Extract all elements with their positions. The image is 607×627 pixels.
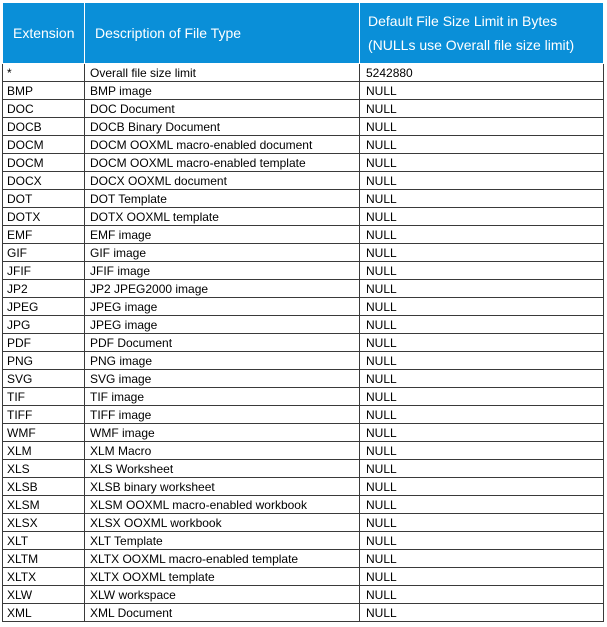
- description-cell: XLSB binary worksheet: [85, 478, 360, 496]
- table-row: [3, 370, 604, 388]
- description-cell: EMF image: [85, 226, 360, 244]
- description-cell: XLTX OOXML template: [85, 568, 360, 586]
- description-cell: JPEG image: [85, 316, 360, 334]
- table-row: [3, 460, 604, 478]
- extension-cell: XLM: [3, 442, 85, 460]
- table-row: [3, 586, 604, 604]
- table-row: [3, 136, 604, 154]
- table-header: [3, 3, 604, 64]
- table-row: [3, 226, 604, 244]
- size-limit-cell: NULL: [360, 406, 604, 424]
- table-row: [3, 244, 604, 262]
- description-cell: JFIF image: [85, 262, 360, 280]
- size-limit-cell: NULL: [360, 568, 604, 586]
- description-cell: DOCM OOXML macro-enabled document: [85, 136, 360, 154]
- size-limit-cell: NULL: [360, 388, 604, 406]
- extension-cell: DOTX: [3, 208, 85, 226]
- size-limit-cell: NULL: [360, 370, 604, 388]
- description-cell: XLT Template: [85, 532, 360, 550]
- extension-cell: SVG: [3, 370, 85, 388]
- table-row: [3, 64, 604, 82]
- extension-cell: TIFF: [3, 406, 85, 424]
- size-limit-cell: NULL: [360, 586, 604, 604]
- table-row: [3, 388, 604, 406]
- table-row: [3, 262, 604, 280]
- extension-cell: DOCM: [3, 154, 85, 172]
- size-limit-cell: NULL: [360, 334, 604, 352]
- extension-cell: EMF: [3, 226, 85, 244]
- table-body: [3, 64, 604, 622]
- table-row: [3, 190, 604, 208]
- table-row: [3, 442, 604, 460]
- description-cell: DOC Document: [85, 100, 360, 118]
- description-cell: XLSX OOXML workbook: [85, 514, 360, 532]
- description-cell: PNG image: [85, 352, 360, 370]
- table-row: [3, 478, 604, 496]
- size-limit-cell: NULL: [360, 604, 604, 622]
- description-cell: XLM Macro: [85, 442, 360, 460]
- table-row: [3, 118, 604, 136]
- table-row: [3, 208, 604, 226]
- size-limit-cell: NULL: [360, 352, 604, 370]
- header-extension: Extension: [3, 3, 85, 64]
- extension-cell: DOCB: [3, 118, 85, 136]
- table-row: [3, 334, 604, 352]
- size-limit-cell: NULL: [360, 496, 604, 514]
- extension-cell: GIF: [3, 244, 85, 262]
- table-row: [3, 352, 604, 370]
- extension-cell: DOCX: [3, 172, 85, 190]
- extension-cell: *: [3, 64, 85, 82]
- description-cell: WMF image: [85, 424, 360, 442]
- extension-cell: XLSB: [3, 478, 85, 496]
- table-row: [3, 172, 604, 190]
- description-cell: XLS Worksheet: [85, 460, 360, 478]
- description-cell: GIF image: [85, 244, 360, 262]
- description-cell: XLTX OOXML macro-enabled template: [85, 550, 360, 568]
- table-row: [3, 154, 604, 172]
- extension-cell: DOCM: [3, 136, 85, 154]
- extension-cell: XML: [3, 604, 85, 622]
- size-limit-cell: NULL: [360, 172, 604, 190]
- description-cell: DOCM OOXML macro-enabled template: [85, 154, 360, 172]
- extension-cell: PNG: [3, 352, 85, 370]
- description-cell: DOCB Binary Document: [85, 118, 360, 136]
- extension-cell: DOT: [3, 190, 85, 208]
- extension-cell: WMF: [3, 424, 85, 442]
- description-cell: PDF Document: [85, 334, 360, 352]
- extension-cell: JPG: [3, 316, 85, 334]
- table-row: [3, 550, 604, 568]
- extension-cell: JPEG: [3, 298, 85, 316]
- size-limit-cell: NULL: [360, 460, 604, 478]
- size-limit-cell: NULL: [360, 226, 604, 244]
- extension-cell: XLTM: [3, 550, 85, 568]
- extension-cell: XLSM: [3, 496, 85, 514]
- extension-cell: JFIF: [3, 262, 85, 280]
- extension-cell: XLS: [3, 460, 85, 478]
- description-cell: DOTX OOXML template: [85, 208, 360, 226]
- description-cell: XML Document: [85, 604, 360, 622]
- description-cell: Overall file size limit: [85, 64, 360, 82]
- extension-cell: XLW: [3, 586, 85, 604]
- description-cell: XLSM OOXML macro-enabled workbook: [85, 496, 360, 514]
- size-limit-cell: NULL: [360, 298, 604, 316]
- size-limit-cell: NULL: [360, 100, 604, 118]
- header-row: [3, 3, 604, 64]
- header-limit-line2: (NULLs use Overall file size limit): [368, 37, 575, 53]
- size-limit-cell: NULL: [360, 244, 604, 262]
- size-limit-cell: NULL: [360, 136, 604, 154]
- extension-cell: TIF: [3, 388, 85, 406]
- size-limit-cell: NULL: [360, 190, 604, 208]
- size-limit-cell: NULL: [360, 550, 604, 568]
- header-limit-line1: Default File Size Limit in Bytes: [368, 13, 558, 29]
- description-cell: DOT Template: [85, 190, 360, 208]
- extension-cell: BMP: [3, 82, 85, 100]
- extension-cell: XLT: [3, 532, 85, 550]
- description-cell: TIF image: [85, 388, 360, 406]
- table-row: [3, 604, 604, 622]
- size-limit-cell: NULL: [360, 442, 604, 460]
- size-limit-cell: NULL: [360, 262, 604, 280]
- size-limit-cell: NULL: [360, 154, 604, 172]
- size-limit-cell: NULL: [360, 316, 604, 334]
- extension-cell: XLTX: [3, 568, 85, 586]
- file-size-table-container: [2, 2, 603, 622]
- table-row: [3, 568, 604, 586]
- size-limit-cell: NULL: [360, 118, 604, 136]
- table-row: [3, 532, 604, 550]
- description-cell: JPEG image: [85, 298, 360, 316]
- extension-cell: PDF: [3, 334, 85, 352]
- table-row: [3, 280, 604, 298]
- table-row: [3, 424, 604, 442]
- description-cell: BMP image: [85, 82, 360, 100]
- description-cell: XLW workspace: [85, 586, 360, 604]
- extension-cell: JP2: [3, 280, 85, 298]
- description-cell: JP2 JPEG2000 image: [85, 280, 360, 298]
- description-cell: TIFF image: [85, 406, 360, 424]
- size-limit-cell: NULL: [360, 208, 604, 226]
- size-limit-cell: NULL: [360, 514, 604, 532]
- file-size-limits-table: [2, 2, 604, 622]
- table-row: [3, 100, 604, 118]
- extension-cell: XLSX: [3, 514, 85, 532]
- table-row: [3, 514, 604, 532]
- size-limit-cell: 5242880: [360, 64, 604, 82]
- size-limit-cell: NULL: [360, 424, 604, 442]
- table-row: [3, 496, 604, 514]
- table-row: [3, 316, 604, 334]
- size-limit-cell: NULL: [360, 478, 604, 496]
- table-row: [3, 82, 604, 100]
- size-limit-cell: NULL: [360, 82, 604, 100]
- size-limit-cell: NULL: [360, 532, 604, 550]
- table-row: [3, 406, 604, 424]
- header-description: Description of File Type: [85, 3, 360, 64]
- size-limit-cell: NULL: [360, 280, 604, 298]
- header-default-limit: [360, 3, 604, 64]
- description-cell: DOCX OOXML document: [85, 172, 360, 190]
- description-cell: SVG image: [85, 370, 360, 388]
- table-row: [3, 298, 604, 316]
- extension-cell: DOC: [3, 100, 85, 118]
